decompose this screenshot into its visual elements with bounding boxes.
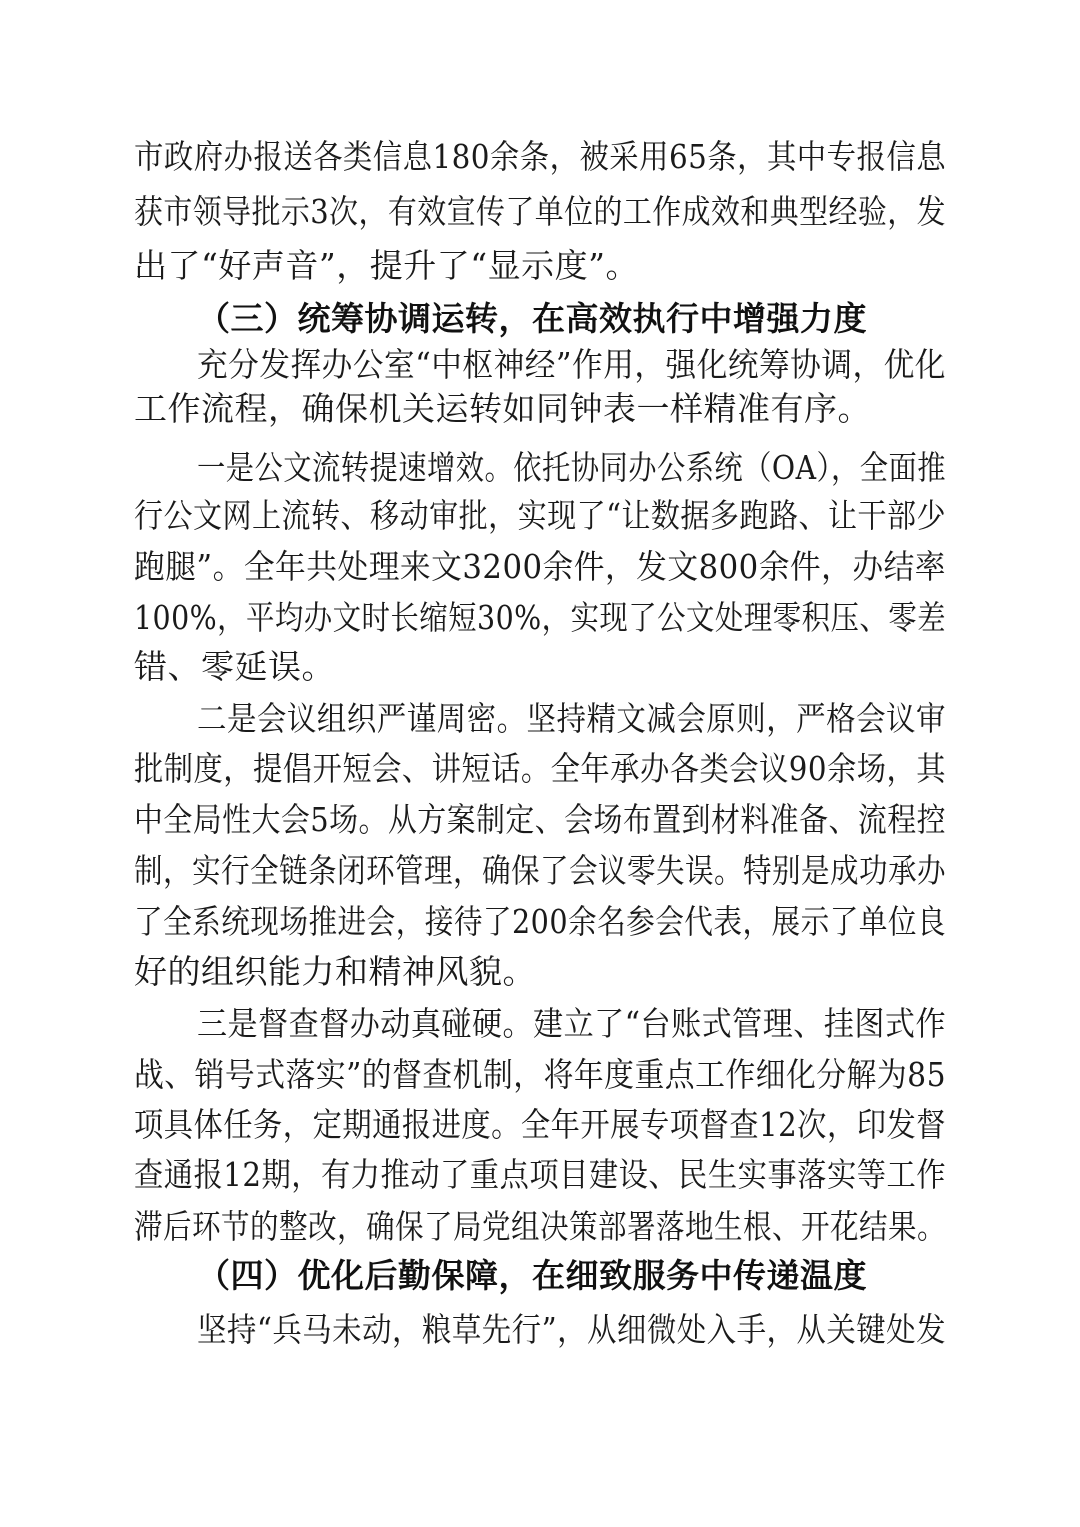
text-line: 战、销号式落实”的督查机制，将年度重点工作细化分解为85	[134, 1055, 947, 1094]
text-line: 了全系统现场推进会，接待了200余名参会代表，展示了单位良	[134, 902, 947, 941]
text-line: 工作流程，确保机关运转如同钟表一样精准有序。	[134, 389, 871, 428]
text-line: 项具体任务，定期通报进度。全年开展专项督查12次，印发督	[134, 1105, 946, 1144]
text-line: 二是会议组织严谨周密。坚持精文减会原则，严格会议审	[197, 699, 946, 738]
text-line: 行公文网上流转、移动审批，实现了“让数据多跑路、让干部少	[134, 496, 946, 535]
text-line: 一是公文流转提速增效。依托协同办公系统（OA），全面推	[197, 448, 947, 487]
text-line: 查通报12期，有力推动了重点项目建设、民生实事落实等工作	[134, 1155, 946, 1194]
text-line: 获市领导批示3次，有效宣传了单位的工作成效和典型经验，发	[134, 192, 947, 231]
text-line: 制，实行全链条闭环管理，确保了会议零失误。特别是成功承办	[134, 851, 947, 890]
text-line: 三是督查督办动真碰硬。建立了“台账式管理、挂图式作	[197, 1004, 947, 1043]
text-line: 坚持“兵马未动，粮草先行”，从细微处入手，从关键处发	[197, 1310, 947, 1349]
text-line: 充分发挥办公室“中枢神经”作用，强化统筹协调，优化	[197, 345, 946, 384]
text-line: 滞后环节的整改，确保了局党组决策部署落地生根、开花结果。	[134, 1207, 947, 1246]
text-line: 错、零延误。	[134, 647, 335, 686]
section-heading: （三）统筹协调运转，在高效执行中增强力度	[197, 299, 867, 338]
text-line: 跑腿”。全年共处理来文3200余件，发文800余件，办结率	[134, 547, 947, 586]
text-line: 100%，平均办文时长缩短30%，实现了公文处理零积压、零差	[134, 598, 947, 637]
section-heading: （四）优化后勤保障，在细致服务中传递温度	[197, 1256, 867, 1295]
text-line: 中全局性大会5场。从方案制定、会场布置到材料准备、流程控	[134, 800, 947, 839]
text-line: 好的组织能力和精神风貌。	[134, 952, 536, 991]
text-line: 市政府办报送各类信息180余条，被采用65条，其中专报信息	[134, 137, 947, 176]
text-line: 批制度，提倡开短会、讲短话。全年承办各类会议90余场，其	[134, 749, 946, 788]
text-line: 出了“好声音”，提升了“显示度”。	[134, 246, 639, 285]
